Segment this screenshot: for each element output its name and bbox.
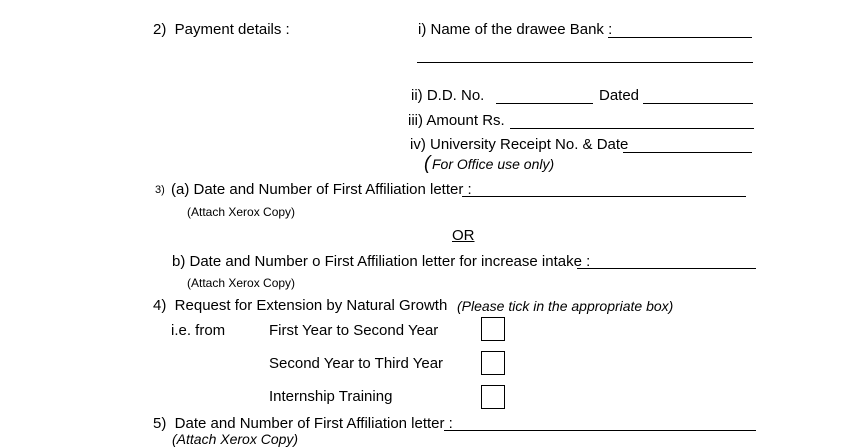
university-receipt-label: iv) University Receipt No. & Date <box>410 136 629 153</box>
amount-field[interactable] <box>510 128 754 129</box>
drawee-bank-label: i) Name of the drawee Bank : <box>418 21 613 38</box>
increase-intake-field[interactable] <box>577 268 756 269</box>
option-second-to-third-label: Second Year to Third Year <box>269 355 444 372</box>
dd-number-field[interactable] <box>496 103 593 104</box>
dd-number-label: ii) D.D. No. <box>411 87 485 104</box>
first-affiliation-a-label: (a) Date and Number of First Affiliation letter : <box>171 181 472 198</box>
dd-dated-label: Dated <box>599 87 640 104</box>
first-affiliation-letter-attach-note: (Attach Xerox Copy) <box>172 431 299 447</box>
dd-dated-field[interactable] <box>643 103 753 104</box>
payment-details-label: 2) Payment details : <box>153 21 290 38</box>
option-first-to-second-label: First Year to Second Year <box>269 322 439 339</box>
drawee-bank-field[interactable] <box>608 37 752 38</box>
option-internship-checkbox[interactable] <box>481 385 505 409</box>
increase-intake-attach-note: (Attach Xerox Copy) <box>187 276 296 290</box>
ie-from-label: i.e. from <box>171 322 226 339</box>
drawee-bank-field-line2[interactable] <box>417 62 753 63</box>
tick-box-note: (Please tick in the appropriate box) <box>457 298 674 314</box>
university-receipt-field[interactable] <box>623 152 752 153</box>
extension-request-label: 4) Request for Extension by Natural Growth <box>153 297 448 314</box>
office-use-paren: ( <box>424 153 431 174</box>
option-second-to-third-checkbox[interactable] <box>481 351 505 375</box>
first-affiliation-letter-field[interactable] <box>444 430 756 431</box>
option-internship-label: Internship Training <box>269 388 393 405</box>
first-affiliation-letter-label: 5) Date and Number of First Affiliation letter : <box>153 415 453 432</box>
option-first-to-second-checkbox[interactable] <box>481 317 505 341</box>
increase-intake-label: b) Date and Number o First Affiliation letter for increase intake : <box>172 253 591 270</box>
first-affiliation-a-attach-note: (Attach Xerox Copy) <box>187 205 296 219</box>
office-use-note: For Office use only) <box>432 156 555 172</box>
affiliation-section-number: 3) <box>155 184 165 196</box>
first-affiliation-a-field[interactable] <box>462 196 746 197</box>
amount-label: iii) Amount Rs. <box>408 112 505 129</box>
or-separator: OR <box>452 227 475 244</box>
